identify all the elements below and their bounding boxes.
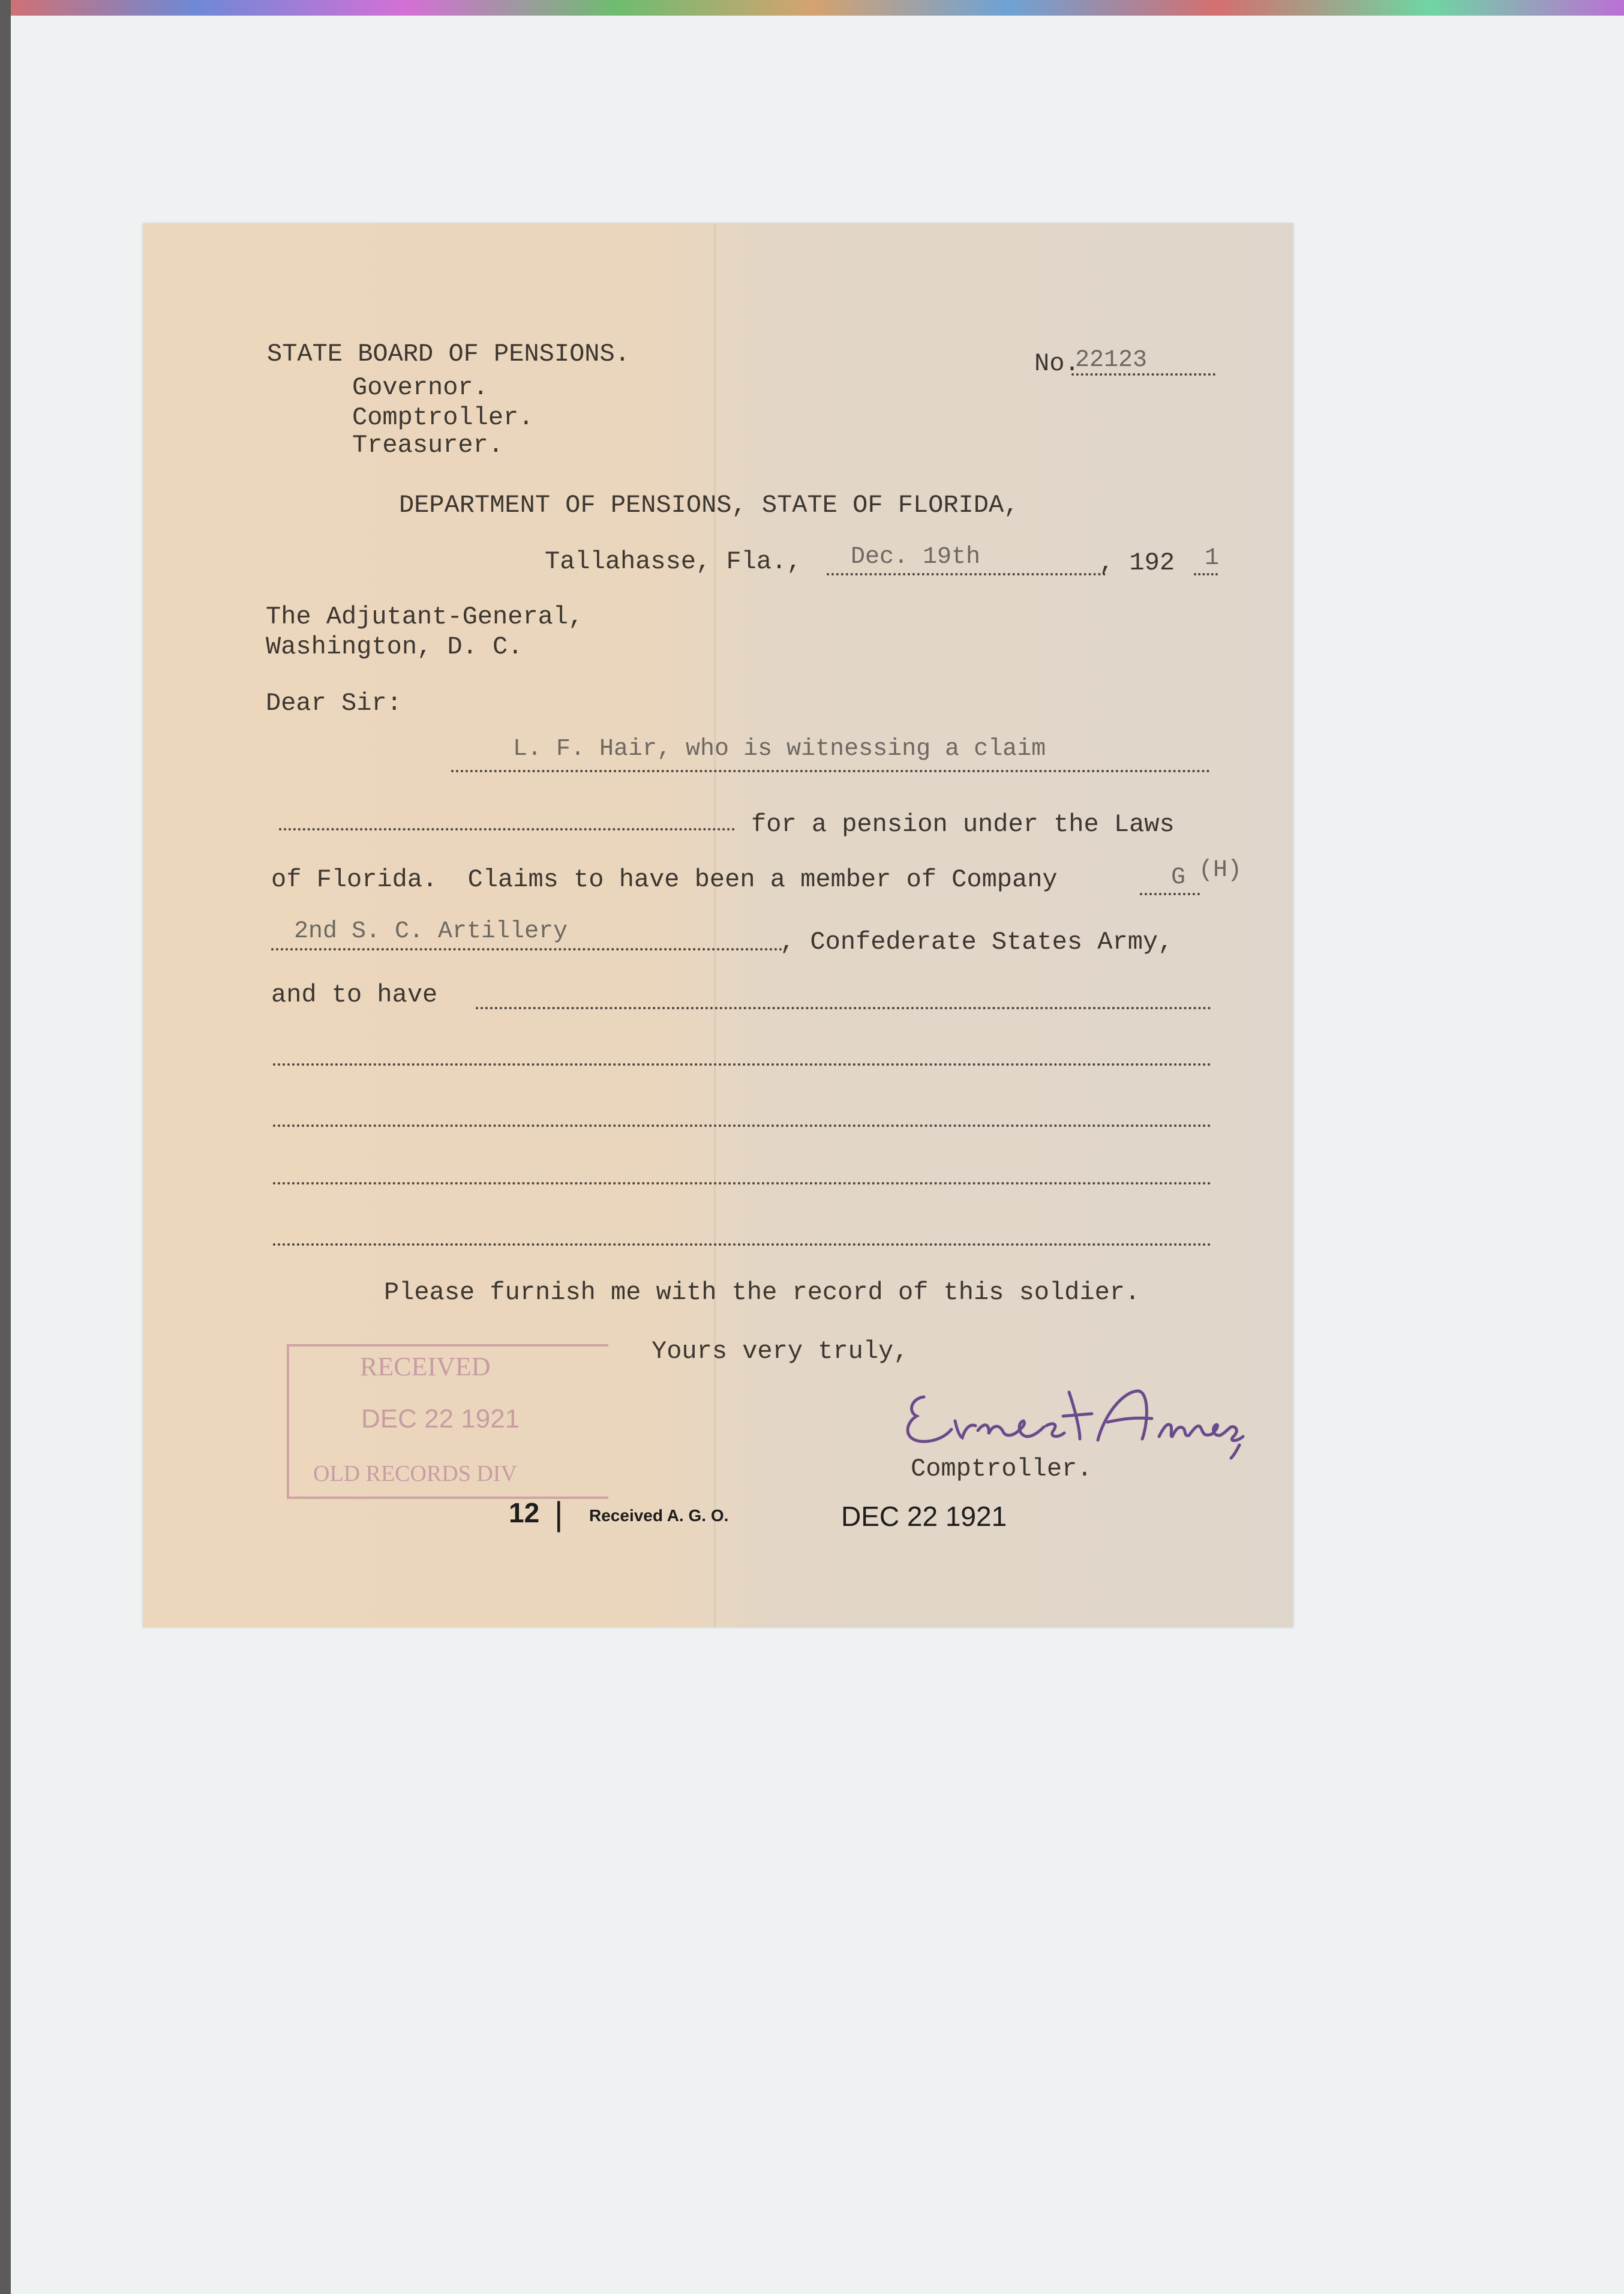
ago-stamp-label: Received A. G. O. <box>589 1506 729 1525</box>
claimant-line <box>451 770 1210 772</box>
service-line-5 <box>273 1243 1211 1246</box>
ago-stamp-number: 12 <box>509 1497 540 1528</box>
service-line-2 <box>273 1063 1211 1066</box>
claimant-value: L. F. Hair, who is witnessing a claim <box>513 736 1046 763</box>
paper-fold-crease <box>714 223 716 1627</box>
regiment-value: 2nd S. C. Artillery <box>294 918 568 945</box>
dateline-place: Tallahasse, Fla., <box>545 547 802 576</box>
company-line <box>1140 893 1200 895</box>
record-request: Please furnish me with the record of this soldier. <box>384 1278 1140 1307</box>
signature-ernest-amos <box>900 1374 1248 1464</box>
received-stamp-office: OLD RECORDS DIV <box>313 1461 517 1486</box>
received-stamp-title: RECEIVED <box>360 1352 491 1381</box>
dateline-date: Dec. 19th <box>851 544 981 571</box>
number-value: 22123 <box>1075 347 1148 374</box>
number-label: No. <box>1034 349 1080 378</box>
pension-text: for a pension under the Laws <box>751 810 1175 839</box>
company-alt-value: (H) <box>1199 857 1242 884</box>
dateline-year-suffix: 1 <box>1205 545 1220 572</box>
company-value: G <box>1171 864 1186 891</box>
board-heading: STATE BOARD OF PENSIONS. <box>267 340 630 368</box>
service-line-1 <box>476 1007 1211 1009</box>
scan-edge-top <box>0 0 1624 16</box>
dateline-year-line <box>1194 573 1218 575</box>
and-to-have-text: and to have <box>271 980 438 1009</box>
army-text: , Confederate States Army, <box>780 928 1173 956</box>
claim-type-line <box>279 828 735 830</box>
department-heading: DEPARTMENT OF PENSIONS, STATE OF FLORIDA, <box>399 491 1019 520</box>
addressee-line-2: Washington, D. C. <box>266 632 523 661</box>
scan-edge-left <box>0 0 11 2294</box>
ago-stamp-date: DEC 22 1921 <box>841 1501 1007 1532</box>
service-line-3 <box>273 1124 1211 1127</box>
board-member-comptroller: Comptroller. <box>352 403 534 432</box>
board-member-governor: Governor. <box>352 373 488 402</box>
number-line <box>1071 373 1215 376</box>
ago-stamp-divider: | <box>554 1495 563 1533</box>
signer-title: Comptroller. <box>911 1455 1092 1483</box>
service-line-4 <box>273 1182 1211 1185</box>
regiment-line <box>271 948 782 950</box>
received-stamp-date: DEC 22 1921 <box>361 1404 520 1434</box>
board-member-treasurer: Treasurer. <box>352 431 504 460</box>
addressee-line-1: The Adjutant-General, <box>266 602 584 631</box>
dateline-date-line <box>827 573 1106 575</box>
dateline-year-prefix: , 192 <box>1099 548 1175 577</box>
member-text: of Florida. Claims to have been a member of Company <box>271 865 1058 894</box>
complimentary-close: Yours very truly, <box>652 1337 909 1366</box>
salutation: Dear Sir: <box>266 689 402 718</box>
